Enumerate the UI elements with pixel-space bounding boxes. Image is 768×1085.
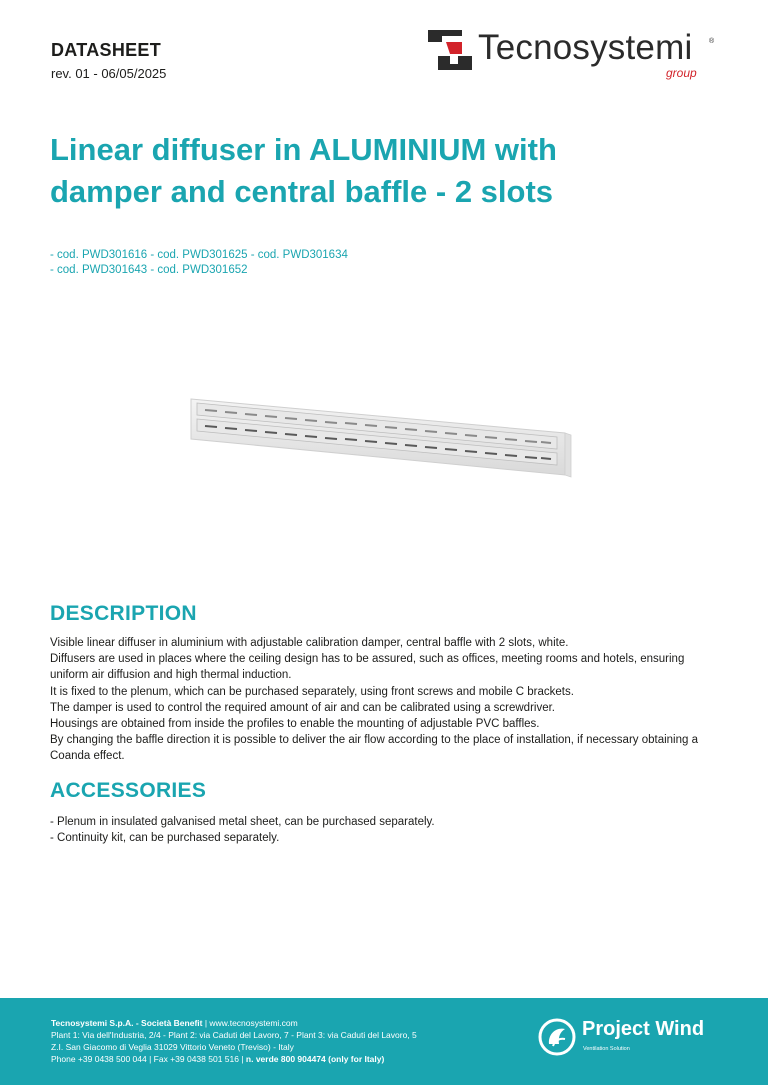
description-line: Housings are obtained from inside the profiles to enable the mounting of adjustable PVC baffles. bbox=[50, 718, 540, 731]
accessory-item: - Continuity kit, can be purchased separately. bbox=[50, 832, 280, 845]
doc-type-label: DATASHEET bbox=[51, 40, 162, 60]
description-body bbox=[50, 635, 718, 765]
footer-phone: Phone +39 0438 500 044 bbox=[51, 1054, 147, 1064]
title-line-1: Linear diffuser in ALUMINIUM with bbox=[50, 132, 557, 167]
footer-toll-free: n. verde 800 904474 (only for Italy) bbox=[245, 1054, 385, 1064]
page-title bbox=[50, 129, 690, 213]
description-line: It is fixed to the plenum, which can be purchased separately, using front screws and mobile C brackets. bbox=[50, 685, 574, 698]
codes-line-2: - cod. PWD301643 - cod. PWD301652 bbox=[50, 264, 248, 276]
project-wind-logo bbox=[538, 1018, 728, 1058]
codes-line-1: - cod. PWD301616 - cod. PWD301625 - cod. PWD301634 bbox=[50, 249, 348, 261]
logo-registered-mark: ® bbox=[709, 38, 715, 45]
project-wind-tagline: Ventilation Solution bbox=[583, 1046, 630, 1052]
accessory-item: - Plenum in insulated galvanised metal sheet, can be purchased separately. bbox=[50, 816, 435, 828]
description-line: Diffusers are used in places where the ceiling design has to be assured, such as offices, meeting rooms and hotels, ensuring uniform air diffusion and high thermal induction. bbox=[50, 653, 685, 682]
footer-company: Tecnosystemi S.p.A. - Società Benefit bbox=[51, 1018, 203, 1028]
project-wind-icon bbox=[538, 1018, 576, 1056]
accessories-heading: ACCESSORIES bbox=[50, 779, 207, 802]
linear-diffuser-image bbox=[185, 393, 585, 493]
description-line: Visible linear diffuser in aluminium with adjustable calibration damper, central baffle with 2 slots, white. bbox=[50, 637, 569, 649]
logo-wordmark: Tecnosystemi bbox=[478, 28, 693, 67]
logo-group-label: group bbox=[666, 66, 697, 80]
project-wind-name: Project Wind bbox=[582, 1018, 705, 1040]
footer-contact: Tecnosystemi S.p.A. - Società Benefit | www.tecnosystemi.com Plant 1: Via dell'Industria, 2/4 - Plant 2: via Caduti del Lavoro, 7 - Plant 3: via Caduti del Lavoro, 5 Z.I. San Giacomo di Veglia 31029 Vittorio Veneto (Treviso) - Italy Phone +39 0438 500 044 | Fax +39 0438 501 516 | n. verde 800 904474 (only for Italy) bbox=[51, 1018, 417, 1064]
description-heading: DESCRIPTION bbox=[50, 602, 197, 625]
description-line: The damper is used to control the required amount of air and can be calibrated using a screwdriver. bbox=[50, 701, 556, 714]
tecnosystemi-logo-icon bbox=[428, 28, 472, 72]
title-line-2: damper and central baffle - 2 slots bbox=[50, 174, 554, 209]
product-codes bbox=[50, 248, 348, 278]
footer-website[interactable]: www.tecnosystemi.com bbox=[209, 1018, 298, 1028]
tecnosystemi-logo bbox=[428, 28, 728, 86]
page-footer bbox=[0, 998, 768, 1085]
revision-label: rev. 01 - 06/05/2025 bbox=[51, 66, 167, 81]
description-line: By changing the baffle direction it is possible to deliver the air flow according to the place of installation, if necessary obtaining a Coanda effect. bbox=[50, 734, 698, 763]
footer-fax: Fax +39 0438 501 516 bbox=[153, 1054, 239, 1064]
datasheet-header bbox=[51, 40, 166, 81]
footer-address: Z.I. San Giacomo di Veglia 31029 Vittorio Veneto (Treviso) - Italy bbox=[51, 1042, 294, 1052]
footer-plants: Plant 1: Via dell'Industria, 2/4 - Plant 2: via Caduti del Lavoro, 7 - Plant 3: via Caduti del Lavoro, 5 bbox=[51, 1030, 417, 1040]
accessories-list bbox=[50, 814, 718, 846]
